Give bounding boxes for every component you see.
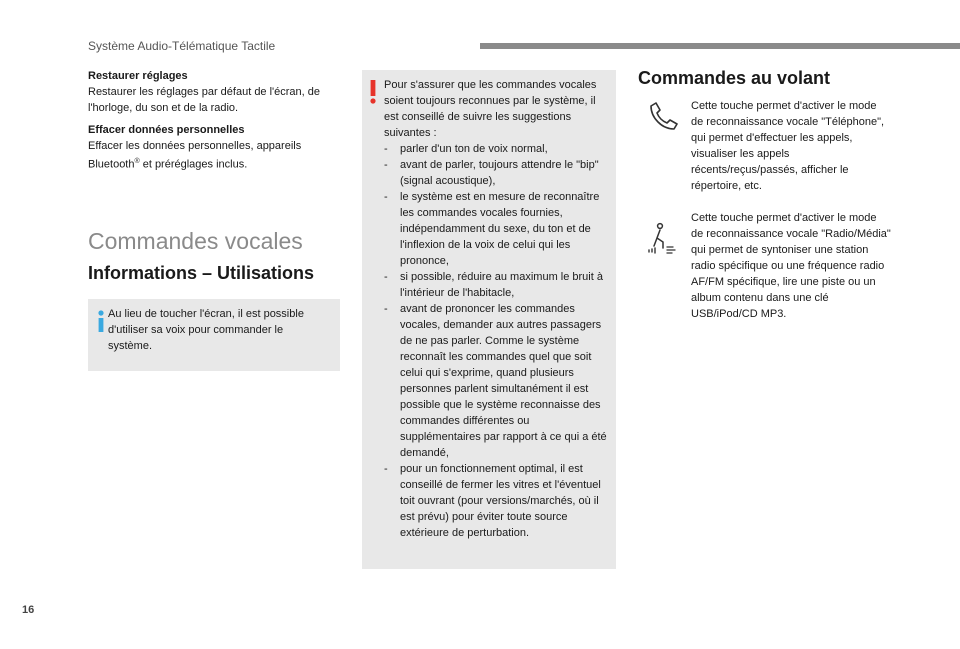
- info-icon: [96, 310, 106, 332]
- list-item: - le système est en mesure de reconnaître les commandes vocales fournies, indépendamment du sexe, du ton et de l'inflexion de la voix de celui qui les prononce,: [384, 189, 612, 269]
- info-box-text: Au lieu de toucher l'écran, il est possible d'utiliser sa voix pour commander le système.: [108, 308, 304, 352]
- warning-icon: [368, 80, 378, 104]
- warning-content: [384, 77, 612, 541]
- list-item: - avant de prononcer les commandes vocales, demander aux autres passagers de ne pas parler. Comme le système reconnaît les commandes quel que soit celui qui s'exprime, quand plusieurs personnes parlent simultanément il est possible que le système reconnaisse des commandes différentes ou supplémentaires par rapport à ce qui a été demandé,: [384, 301, 612, 461]
- erase-text-main: Effacer les données personnelles, appareils Bluetooth: [88, 140, 302, 171]
- list-item: - pour un fonctionnement optimal, il est conseillé de fermer les vitres et l'éventuel toit ouvrant (pour versions/marchés, où il est prévu) pour éviter toute source extérieure de perturbation.: [384, 461, 612, 541]
- erase-text: [88, 138, 346, 173]
- list-item: - parler d'un ton de voix normal,: [384, 141, 612, 157]
- restore-text: Restaurer les réglages par défaut de l'écran, de l'horloge, du son et de la radio.: [88, 86, 321, 114]
- restore-heading: Restaurer réglages: [88, 70, 188, 82]
- voice-section-title: Commandes vocales: [88, 228, 303, 254]
- erase-heading: Effacer données personnelles: [88, 124, 245, 136]
- phone-icon: [646, 100, 680, 134]
- info-heading: Informations – Utilisations: [88, 263, 315, 283]
- steering-title: Commandes au volant: [638, 68, 831, 88]
- registered-mark: ®: [134, 158, 140, 165]
- voice-command-icon: [646, 222, 680, 256]
- header-title: Système Audio-Télématique Tactile: [88, 39, 276, 53]
- voice-text: Cette touche permet d'activer le mode de reconnaissance vocale "Radio/Média" qui permet de syntoniser une station radio spécifique ou une fréquence radio AF/FM spécifique, lire une piste ou un album contenu dans une clé USB/iPod/CD MP3.: [691, 212, 891, 320]
- erase-text-end: et préréglages inclus.: [139, 158, 248, 171]
- phone-text: Cette touche permet d'activer le mode de reconnaissance vocale "Téléphone", qui permet d'effectuer les appels, visualiser les appels récents/reçus/passés, afficher le répertoire, etc.: [691, 100, 885, 192]
- warning-list: [384, 141, 612, 541]
- warning-intro: Pour s'assurer que les commandes vocales soient toujours reconnues par le système, il est conseillé de suivre les suggestions suivantes :: [384, 79, 597, 139]
- list-item: - avant de parler, toujours attendre le "bip" (signal acoustique),: [384, 157, 612, 189]
- header-bar: [480, 43, 960, 49]
- list-item: - si possible, réduire au maximum le bruit à l'intérieur de l'habitacle,: [384, 269, 612, 301]
- page-number: 16: [22, 604, 35, 616]
- restore-settings-block: [88, 68, 346, 116]
- erase-data-block: [88, 122, 346, 173]
